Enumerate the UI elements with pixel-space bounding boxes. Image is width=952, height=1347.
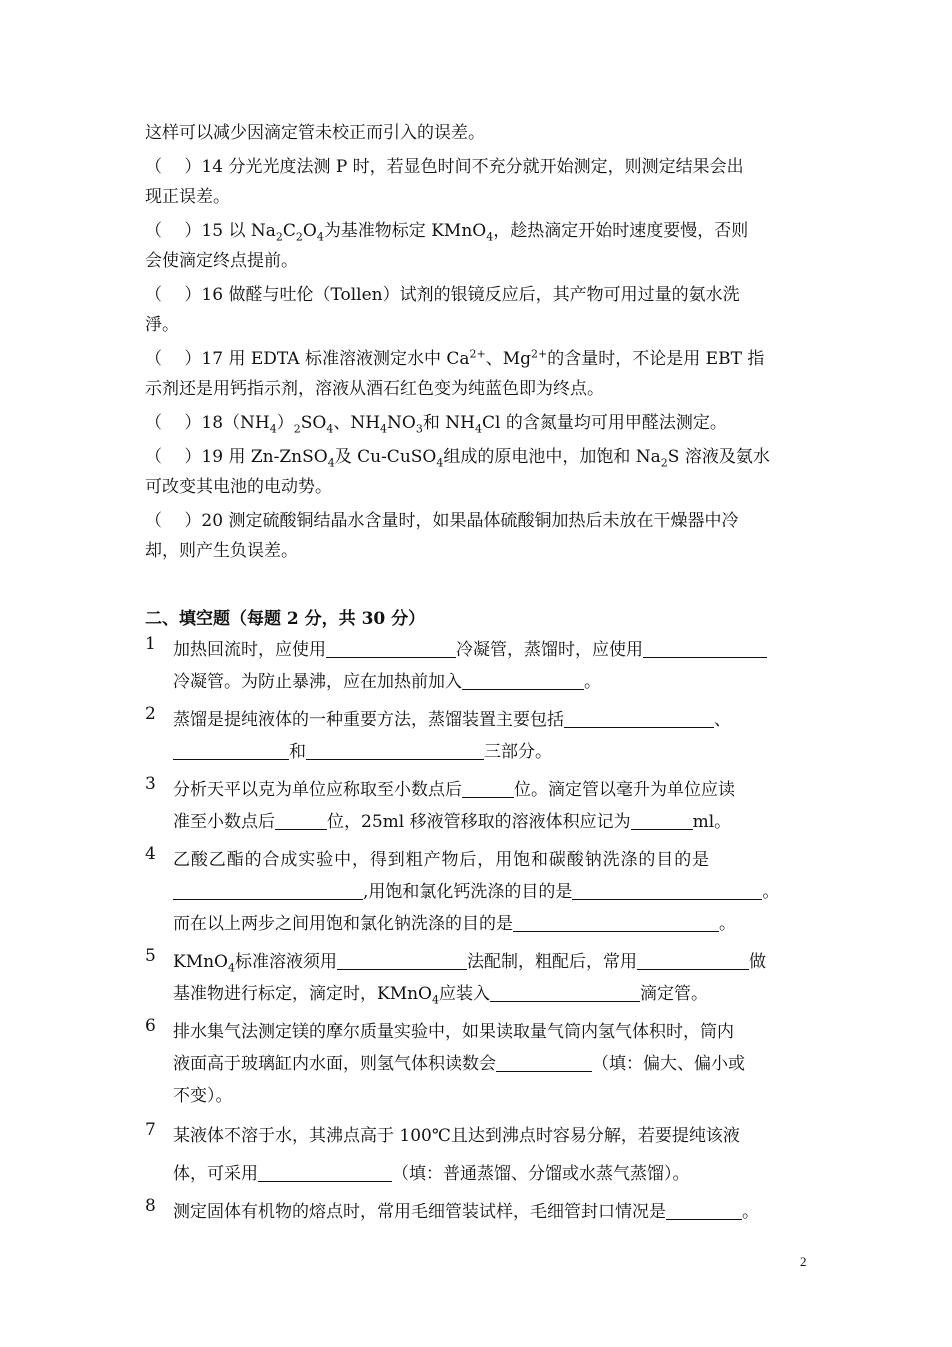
answer-blank[interactable] (173, 879, 363, 900)
tf-item-16-line2: 淨。 (145, 315, 179, 335)
question-number: 5 (145, 946, 156, 966)
answer-blank[interactable] (462, 669, 584, 690)
answer-blank[interactable] (637, 949, 749, 970)
tf-item-14 (145, 152, 810, 212)
answer-blank[interactable] (496, 1051, 592, 1072)
answer-blank[interactable] (666, 1199, 742, 1220)
tf-continuation: 这样可以减少因滴定管未校正而引入的误差。 (145, 123, 485, 143)
tf-item-19-line2: 可改变其电池的电动势。 (145, 477, 332, 497)
section2-heading: 二、填空题（每题 2 分，共 30 分） (145, 609, 426, 629)
tf-item-16 (145, 280, 810, 340)
tf-item-17-line2: 示剂还是用钙指示剂，溶液从酒石红色变为纯蓝色即为终点。 (145, 379, 604, 399)
answer-blank[interactable] (643, 637, 767, 658)
fill-question-4: 4 乙酸乙酯的合成实验中，得到粗产物后，用饱和碳酸钠洗涤的目的是 ,用饱和氯化钙洗涤的目的是 。 而在以上两步之间用饱和氯化钠洗涤的目的是 。 (145, 844, 810, 940)
tf-item-20 (145, 506, 810, 566)
tf-item-17-line1: （ ）17 用 EDTA 标准溶液测定水中 $Ca^{2+}$、$Mg^{2+}$的含量时，不论是用 EBT 指 (145, 347, 765, 369)
tf-item-19-line1: （ ）19 用 Zn-ZnSO$_4$及 Cu-CuSO$_4$组成的原电池中，加饱和 $Na_2S$ 溶液及氨水 (145, 447, 770, 470)
tf-item-19 (145, 442, 810, 502)
question-number: 7 (145, 1120, 156, 1140)
tf-item-20-line2: 却，则产生负误差。 (145, 541, 298, 561)
page-number: 2 (800, 1254, 807, 1269)
question-number: 1 (145, 634, 156, 654)
answer-blank[interactable] (337, 949, 467, 970)
question-number: 2 (145, 704, 156, 724)
answer-blank[interactable] (326, 637, 456, 658)
answer-blank[interactable] (572, 879, 762, 900)
answer-blank[interactable] (306, 739, 484, 760)
answer-blank[interactable] (490, 981, 640, 1002)
tf-item-17 (145, 344, 810, 404)
fill-question-8: 8 测定固体有机物的熔点时，常用毛细管装试样，毛细管封口情况是 。 (145, 1196, 810, 1228)
fill-question-6: 6 排水集气法测定镁的摩尔质量实验中，如果读取量气筒内氢气体积时，筒内 液面高于玻璃缸内水面，则氢气体积读数会 （填：偏大、偏小或 不变）。 (145, 1016, 810, 1112)
fill-question-2: 2 蒸馏是提纯液体的一种重要方法，蒸馏装置主要包括 、 和 三部分。 (145, 704, 810, 768)
fill-question-1: 1 加热回流时，应使用 冷凝管，蒸馏时，应使用 冷凝管。为防止暴沸，应在加热前加入 。 (145, 634, 810, 698)
tf-item-20-line1: （ ）20 测定硫酸铜结晶水含量时，如果晶体硫酸铜加热后未放在干燥器中冷 (145, 511, 739, 531)
tf-item-14-line1: （ ）14 分光光度法测 P 时，若显色时间不充分就开始测定，则测定结果会出 (145, 157, 744, 177)
fill-question-3: 3 分析天平以克为单位应称取至小数点后 位。滴定管以毫升为单位应读 准至小数点后 位，25ml 移液管移取的溶液体积应记为 ml。 (145, 774, 810, 838)
tf-item-14-line2: 现正误差。 (145, 187, 230, 207)
fill-question-7: 7 某液体不溶于水，其沸点高于 100℃且达到沸点时容易分解，若要提纯该液 体，可采用 （填：普通蒸馏、分馏或水蒸气蒸馏）。 (145, 1120, 810, 1190)
answer-blank[interactable] (173, 739, 289, 760)
tf-item-15-line1: （ ）15 以 $Na_2C_2O_4$为基准物标定 KMnO$_4$，趁热滴定开始时速度要慢，否则 (145, 221, 749, 244)
tf-item-18-line1: （ ）$18(NH_4)_2SO_4$、$NH_4NO_3$和 $NH_4Cl$ 的含氮量均可用甲醛法测定。 (145, 413, 727, 436)
tf-item-18 (145, 408, 810, 438)
tf-item-16-line1: （ ）16 做醛与吐伦（Tollen）试剂的银镜反应后，其产物可用过量的氨水洗 (145, 285, 740, 305)
answer-blank[interactable] (258, 1161, 392, 1182)
tf-item-15-line2: 会使滴定终点提前。 (145, 251, 298, 271)
exam-page (145, 118, 810, 1234)
answer-blank[interactable] (564, 707, 714, 728)
fill-question-5: 5 KMnO$_4$标准溶液须用 法配制，粗配后，常用 做 基准物进行标定，滴定时，KMnO$_4$应装入 滴定管。 (145, 946, 810, 1010)
answer-blank[interactable] (513, 911, 719, 932)
question-number: 8 (145, 1196, 156, 1216)
question-number: 4 (145, 844, 156, 864)
answer-blank[interactable] (462, 777, 514, 798)
question-number: 3 (145, 774, 156, 794)
answer-blank[interactable] (631, 809, 693, 830)
answer-blank[interactable] (275, 809, 327, 830)
question-number: 6 (145, 1016, 156, 1036)
tf-item-15 (145, 216, 810, 276)
